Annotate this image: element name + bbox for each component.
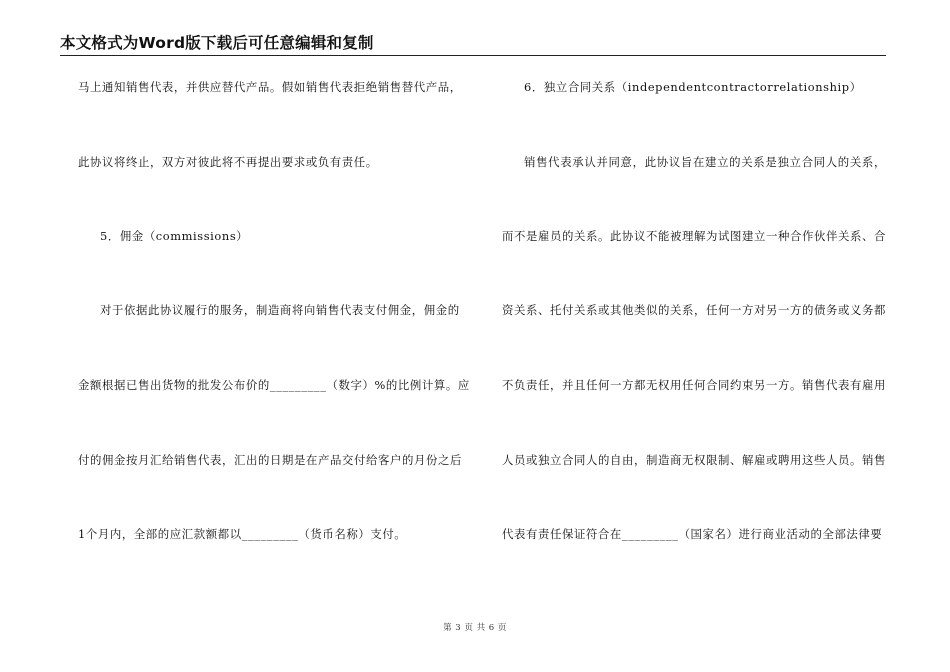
document-title: 本文格式为Word版下载后可任意编辑和复制 (60, 34, 374, 52)
section-heading-commissions: 5．佣金（commissions） (100, 229, 249, 243)
paragraph-line: 不负责任，并且任何一方都无权用任何合同约束另一方。销售代表有雇用 (502, 378, 886, 392)
paragraph-line: 代表有责任保证符合在_________（国家名）进行商业活动的全部法律要 (502, 527, 883, 541)
paragraph-line: 马上通知销售代表，并供应替代产品。假如销售代表拒绝销售替代产品， (78, 80, 462, 94)
section-heading-independent-contractor: 6．独立合同关系（independentcontractorrelationship） (524, 80, 862, 94)
page-header (60, 33, 886, 56)
paragraph-line: 对于依据此协议履行的服务，制造商将向销售代表支付佣金，佣金的 (100, 303, 460, 317)
paragraph-line: 此协议将终止，双方对彼此将不再提出要求或负有责任。 (78, 155, 378, 169)
paragraph-line: 资关系、托付关系或其他类似的关系，任何一方对另一方的债务或义务都 (502, 303, 886, 317)
paragraph-line: 1个月内，全部的应汇款额都以_________（货币名称）支付。 (78, 527, 407, 541)
page-number: 第 3 页 共 6 页 (443, 623, 507, 633)
paragraph-line: 金额根据已售出货物的批发公布价的_________（数字）%的比例计算。应 (78, 378, 470, 392)
paragraph-line: 而不是雇员的关系。此协议不能被理解为试图建立一种合作伙伴关系、合 (502, 229, 886, 243)
paragraph-line: 付的佣金按月汇给销售代表，汇出的日期是在产品交付给客户的月份之后 (78, 453, 462, 467)
paragraph-line: 销售代表承认并同意，此协议旨在建立的关系是独立合同人的关系， (524, 155, 886, 169)
paragraph-line: 人员或独立合同人的自由，制造商无权限制、解雇或聘用这些人员。销售 (502, 453, 886, 467)
